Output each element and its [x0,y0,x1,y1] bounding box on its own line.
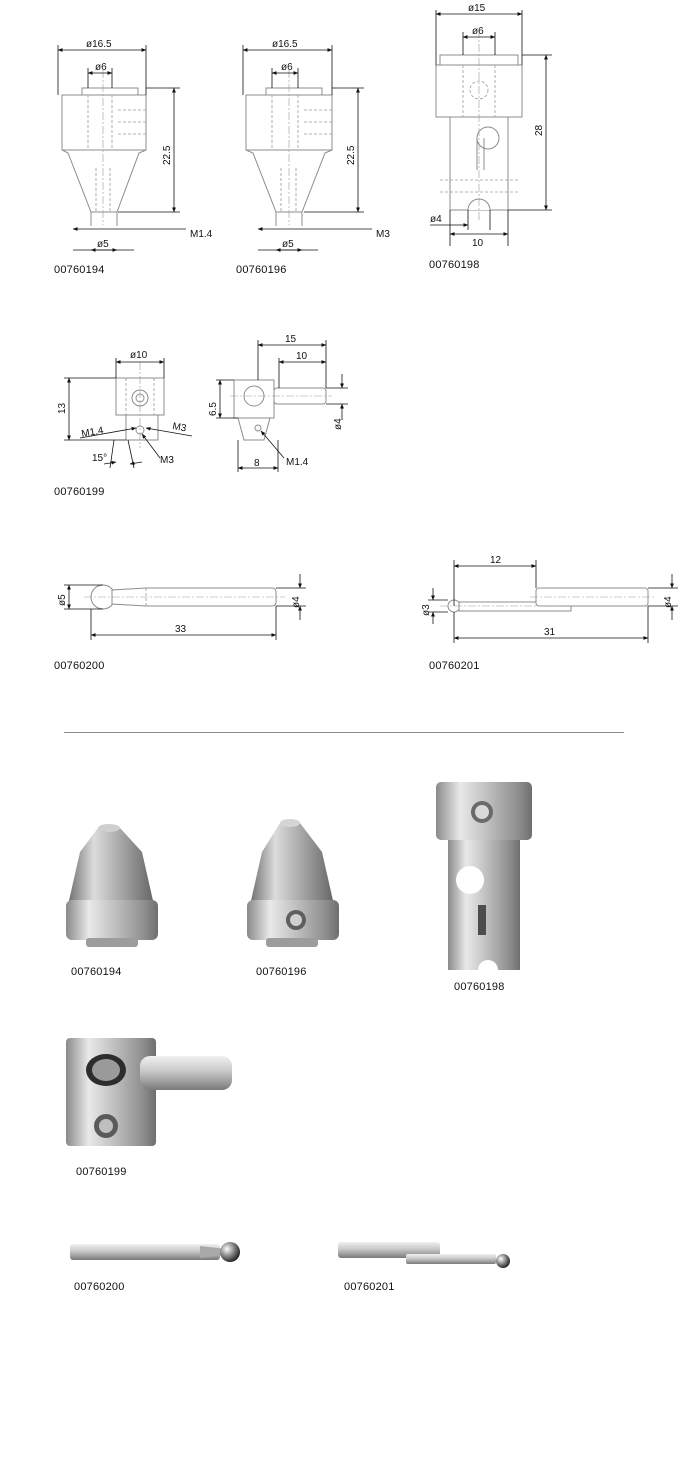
d199-height: 13 [57,402,68,414]
drawing-00760199-side [208,334,348,472]
drawing-00760201 [421,555,678,643]
drawing-00760199-front [57,350,192,468]
d194-height: 22.5 [162,145,173,165]
d198-dia-top: ø15 [468,3,486,14]
d198-dia-bore: ø6 [472,26,484,37]
photo-00760194 [66,824,158,947]
drawing-code-00760194: 00760194 [54,264,105,276]
photo-code-00760198: 00760198 [454,981,505,993]
drawing-code-00760201: 00760201 [429,660,480,672]
d200-dia-ball: ø5 [57,594,68,606]
drawing-code-00760199: 00760199 [54,486,105,498]
d194-dia-bore: ø6 [95,62,107,73]
d199-len-pin: 10 [296,351,308,362]
drawing-00760196 [243,39,390,250]
d196-dia-tip: ø5 [282,239,294,250]
section-divider [64,732,624,733]
drawing-code-00760200: 00760200 [54,660,105,672]
d199-width-b: 8 [254,458,260,469]
d194-dia-tip: ø5 [97,239,109,250]
photo-code-00760196: 00760196 [256,966,307,978]
d196-thread: M3 [376,229,390,240]
drawing-code-00760196: 00760196 [236,264,287,276]
d199-thread-c: M3 [160,455,174,466]
photo-00760201 [338,1242,510,1268]
photo-00760200 [70,1242,240,1262]
photo-00760198 [436,782,532,970]
d199-height-b: 6.5 [208,402,219,416]
drawing-code-00760198: 00760198 [429,259,480,271]
d196-dia-top: ø16.5 [272,39,298,50]
d198-height: 28 [534,124,545,136]
d199-angle: 15° [92,453,108,464]
d199-len-total: 15 [285,334,297,345]
d200-dia-shaft: ø4 [291,596,302,608]
d201-dia-shaft: ø4 [663,596,674,608]
d194-dia-top: ø16.5 [86,39,112,50]
photo-code-00760201: 00760201 [344,1281,395,1293]
d196-dia-bore: ø6 [281,62,293,73]
photo-code-00760194: 00760194 [71,966,122,978]
d200-length: 33 [175,624,187,635]
d201-offset: 12 [490,555,502,566]
d194-thread: M1.4 [190,229,213,240]
d201-length: 31 [544,627,556,638]
drawing-00760200 [57,574,306,640]
d199-thread-b: M3 [171,421,188,435]
photo-00760199 [66,1038,232,1146]
photo-code-00760200: 00760200 [74,1281,125,1293]
d196-height: 22.5 [346,145,357,165]
drawing-00760198 [430,3,552,249]
d199-thread-d: M1.4 [286,457,309,468]
d198-width: 10 [472,238,484,249]
d201-dia-ball: ø3 [421,604,432,616]
d199-thread-a: M1.4 [80,425,105,440]
photo-00760196 [247,819,339,947]
d199-dia-top: ø10 [130,350,148,361]
drawing-00760194 [58,39,213,250]
photo-code-00760199: 00760199 [76,1166,127,1178]
d198-dia-small: ø4 [430,214,442,225]
d199-dia-pin: ø4 [333,418,344,430]
